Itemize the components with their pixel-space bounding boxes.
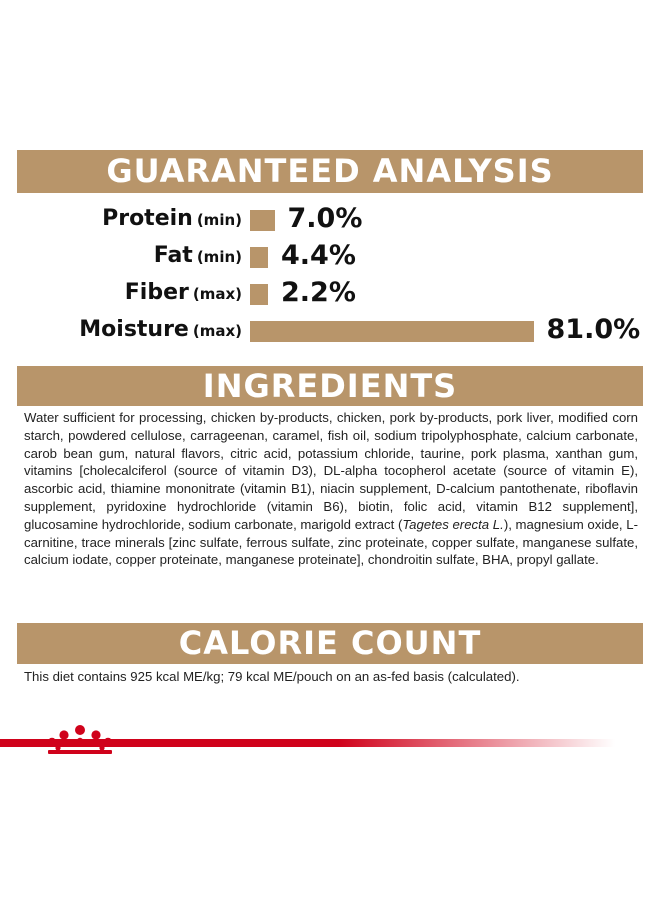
analysis-row bbox=[0, 312, 660, 348]
analysis-row bbox=[0, 238, 660, 274]
nutrient-name: Fat bbox=[153, 243, 193, 268]
analysis-value: 81.0% bbox=[546, 314, 641, 345]
ingredients-text-part-1: Water sufficient for processing, chicken by-products, chicken, pork by-products, pork liver, modified corn starch, powdered cellulose, carrageenan, caramel, fish oil, sodium tripolyphosphate, calcium carbonate, carob bean gum, natural flavors, citric acid, potassium chloride, taurine, pork plasma, xanthan gum, vitamins [cholecalciferol (source of vitamin D3), DL-alpha tocopherol acetate (source of vitamin E), ascorbic acid, thiamine mononitrate (vitamin B1), niacin supplement, D-calcium pantothenate, riboflavin supplement, pyridoxine hydrochloride (vitamin B6), biotin, folic acid, vitamin B12 supplement], glucosamine hydrochloride, sodium carbonate, marigold extract ( bbox=[24, 410, 638, 532]
crown-logo-icon bbox=[44, 722, 116, 754]
calorie-count-text: This diet contains 925 kcal ME/kg; 79 kcal ME/pouch on an as-fed basis (calculated). bbox=[24, 669, 520, 684]
nutrient-name: Protein bbox=[102, 206, 193, 231]
analysis-row bbox=[0, 275, 660, 311]
analysis-value: 4.4% bbox=[281, 240, 356, 271]
ingredients-text-part-2: ), magnesium oxide, L-carnitine, trace minerals [zinc sulfate, ferrous sulfate, zinc proteinate, copper sulfate, manganese sulfate, calcium iodate, copper proteinate, manganese proteinate], chondroitin sulfate, BHA, propyl gallate. bbox=[24, 516, 638, 568]
nutrient-name: Fiber bbox=[124, 280, 189, 305]
analysis-bar bbox=[250, 247, 268, 268]
nutrient-name: Moisture bbox=[79, 317, 189, 342]
ingredients-header: INGREDIENTS bbox=[17, 366, 643, 406]
analysis-value: 7.0% bbox=[287, 203, 363, 234]
nutrient-qualifier: (max) bbox=[192, 285, 242, 303]
ingredients-text-italic: Tagetes erecta L. bbox=[402, 516, 504, 532]
guaranteed-analysis-header: GUARANTEED ANALYSIS bbox=[17, 150, 643, 193]
analysis-label bbox=[79, 312, 242, 348]
ingredients-text bbox=[24, 409, 638, 569]
analysis-bar bbox=[250, 321, 534, 342]
analysis-label bbox=[154, 238, 242, 274]
calorie-count-header: CALORIE COUNT bbox=[17, 623, 643, 664]
analysis-bar bbox=[250, 210, 275, 231]
analysis-label bbox=[102, 201, 242, 237]
nutrient-qualifier: (max) bbox=[192, 322, 242, 340]
analysis-value: 2.2% bbox=[281, 277, 356, 308]
analysis-label bbox=[125, 275, 242, 311]
analysis-row bbox=[0, 201, 660, 237]
nutrient-qualifier: (min) bbox=[196, 211, 242, 229]
nutrient-qualifier: (min) bbox=[196, 248, 242, 266]
analysis-bar bbox=[250, 284, 268, 305]
